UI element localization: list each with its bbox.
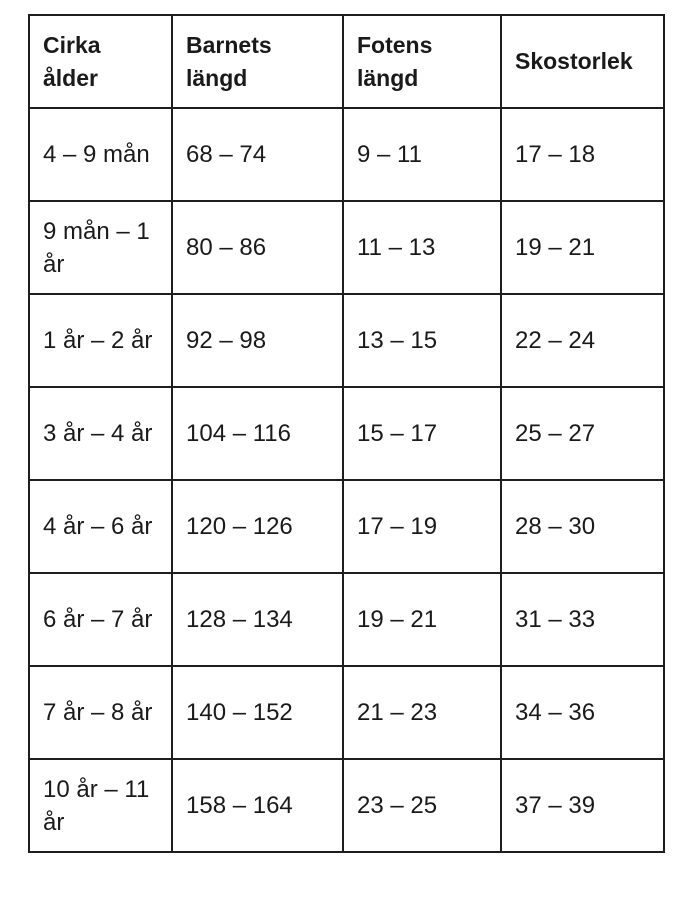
shoe-size-table [28,14,665,853]
header-skostorlek: Skostorlek [501,15,664,108]
cell-foot-length: 23 – 25 [343,759,501,852]
header-fotens-langd: Fotens längd [343,15,501,108]
table-row [29,573,664,666]
cell-foot-length: 17 – 19 [343,480,501,573]
header-barnets-langd: Barnets längd [172,15,343,108]
table-header-row [29,15,664,108]
cell-foot-length: 19 – 21 [343,573,501,666]
cell-shoe-size: 28 – 30 [501,480,664,573]
cell-shoe-size: 31 – 33 [501,573,664,666]
cell-foot-length: 13 – 15 [343,294,501,387]
cell-shoe-size: 17 – 18 [501,108,664,201]
cell-age: 7 år – 8 år [29,666,172,759]
cell-shoe-size: 22 – 24 [501,294,664,387]
cell-shoe-size: 25 – 27 [501,387,664,480]
table-row [29,201,664,294]
table-row [29,294,664,387]
cell-child-length: 158 – 164 [172,759,343,852]
cell-age: 1 år – 2 år [29,294,172,387]
cell-child-length: 140 – 152 [172,666,343,759]
cell-foot-length: 21 – 23 [343,666,501,759]
cell-age: 10 år – 11 år [29,759,172,852]
table-row [29,666,664,759]
cell-age: 6 år – 7 år [29,573,172,666]
cell-age: 9 mån – 1 år [29,201,172,294]
cell-foot-length: 9 – 11 [343,108,501,201]
cell-child-length: 92 – 98 [172,294,343,387]
cell-age: 3 år – 4 år [29,387,172,480]
table-row [29,480,664,573]
table-row [29,759,664,852]
header-cirka-alder: Cirka ålder [29,15,172,108]
cell-child-length: 68 – 74 [172,108,343,201]
cell-child-length: 120 – 126 [172,480,343,573]
cell-age: 4 – 9 mån [29,108,172,201]
cell-shoe-size: 19 – 21 [501,201,664,294]
cell-foot-length: 11 – 13 [343,201,501,294]
table-row [29,387,664,480]
cell-age: 4 år – 6 år [29,480,172,573]
cell-child-length: 128 – 134 [172,573,343,666]
cropped-text-fragment [30,0,190,3]
cell-shoe-size: 34 – 36 [501,666,664,759]
cell-child-length: 104 – 116 [172,387,343,480]
cell-child-length: 80 – 86 [172,201,343,294]
cell-foot-length: 15 – 17 [343,387,501,480]
table-row [29,108,664,201]
cell-shoe-size: 37 – 39 [501,759,664,852]
